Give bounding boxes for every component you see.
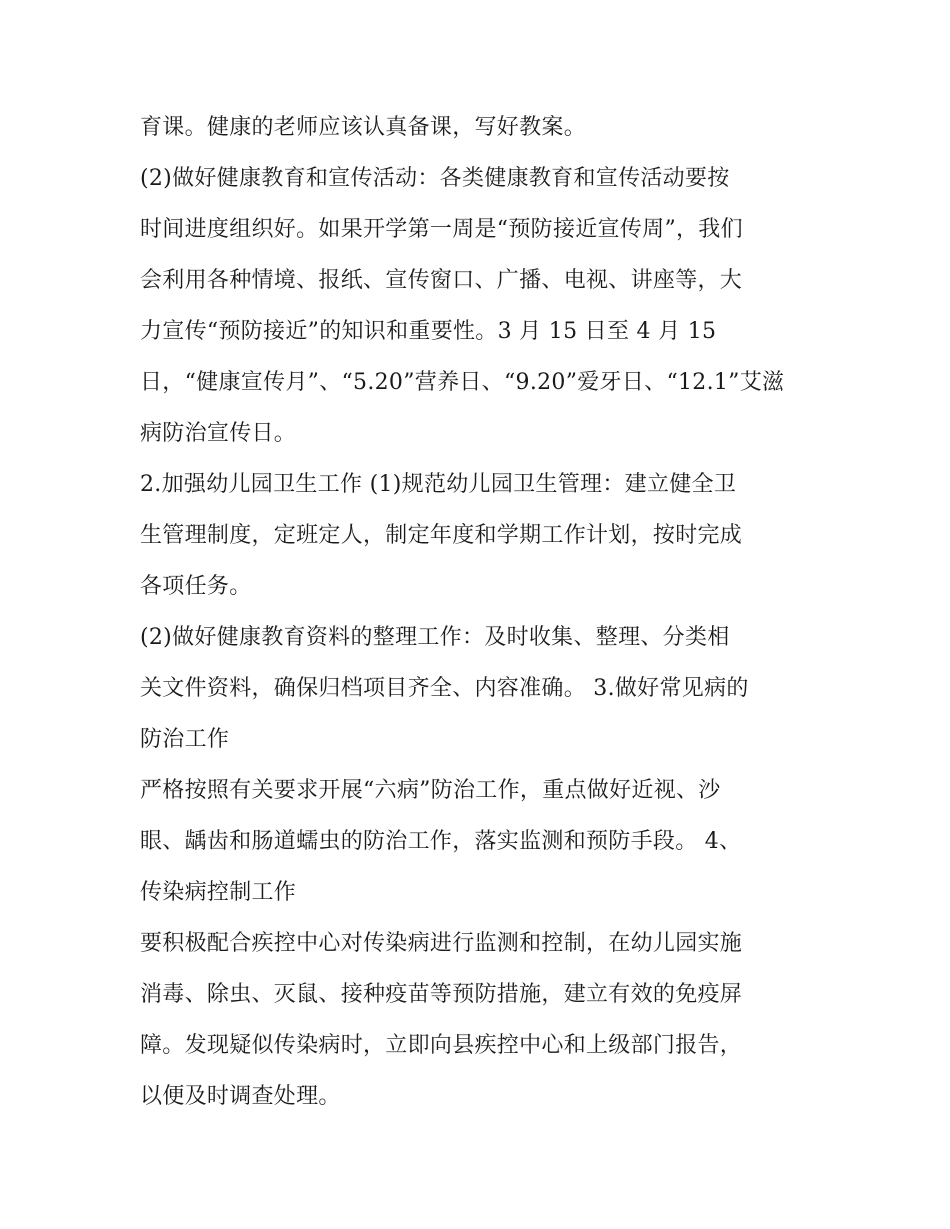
text-line: 关文件资料，确保归档项目齐全、内容准确。 3.做好常见病的	[140, 676, 749, 701]
text-line: 育课。健康的老师应该认真备课，写好教案。	[140, 115, 587, 140]
text-line: 防治工作	[140, 727, 230, 752]
text-line: (2)做好健康教育资料的整理工作：及时收集、整理、分类相	[140, 625, 730, 650]
text-line: 病防治宣传日。	[140, 421, 297, 446]
text-line: 以便及时调查处理。	[140, 1084, 341, 1109]
text-line: 时间进度组织好。如果开学第一周是“预防接近宣传周”，我们	[140, 217, 743, 242]
text-line: 严格按照有关要求开展“六病”防治工作，重点做好近视、沙	[140, 778, 721, 803]
text-line: (2)做好健康教育和宣传活动：各类健康教育和宣传活动要按	[140, 166, 730, 191]
text-line: 传染病控制工作	[140, 880, 297, 905]
text-line: 要积极配合疾控中心对传染病进行监测和控制，在幼儿园实施	[140, 931, 743, 956]
text-line: 眼、龋齿和肠道蠕虫的防治工作，落实监测和预防手段。 4、	[140, 829, 742, 854]
text-line: 障。发现疑似传染病时，立即向县疾控中心和上级部门报告，	[140, 1033, 743, 1058]
text-line: 2.加强幼儿园卫生工作 (1)规范幼儿园卫生管理：建立健全卫	[140, 472, 737, 497]
text-line: 力宣传“预防接近”的知识和重要性。3 月 15 日至 4 月 15	[140, 319, 717, 344]
text-line: 会利用各种情境、报纸、宣传窗口、广播、电视、讲座等，大	[140, 268, 743, 293]
text-line: 日，“健康宣传月”、“5.20”营养日、“9.20”爱牙日、“12.1”艾滋	[140, 370, 785, 395]
text-line: 各项任务。	[140, 574, 252, 599]
text-line: 消毒、除虫、灭鼠、接种疫苗等预防措施，建立有效的免疫屏	[140, 982, 743, 1007]
text-line: 生管理制度，定班定人，制定年度和学期工作计划，按时完成	[140, 523, 743, 548]
